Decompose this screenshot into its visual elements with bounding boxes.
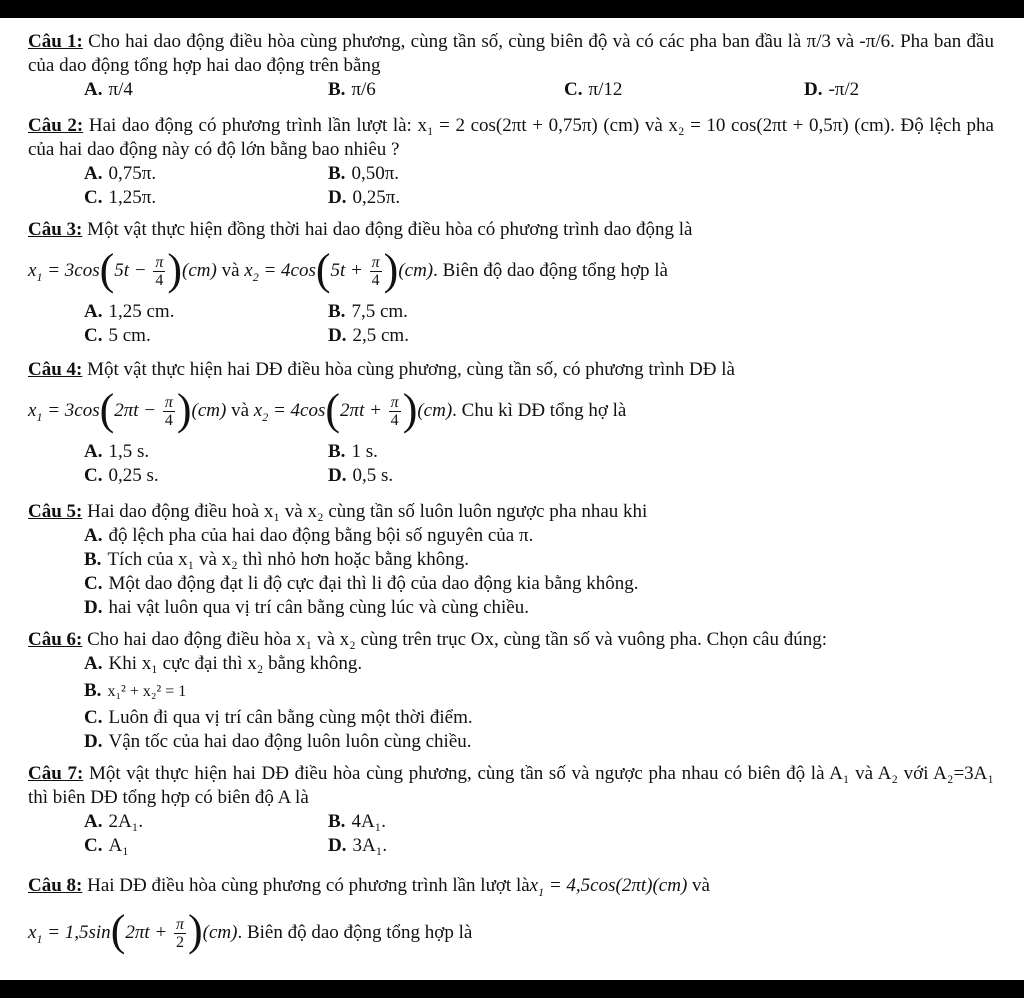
top-border [0,0,1024,18]
option-c: C. 0,25 s. [84,465,159,486]
question-stem: Hai dao động có phương trình lần lượt là: x₁ = 2 cos(2πt + 0,75π) (cm) và x₂ = 10 cos(2πt + 0,5π) (cm). Độ lệch pha của hai dao động này có độ lớn bằng bao nhiêu ? [28,115,994,160]
question-stem: Một vật thực hiện hai DĐ điều hòa cùng phương, cùng tần số, có phương trình DĐ là [87,359,735,380]
question-stem: Cho hai dao động điều hòa cùng phương, cùng tần số, cùng biên độ và có các pha ban đầu là π/3 và -π/6. Pha ban đầu của dao động tổng hợp hai dao động trên bằng [28,31,994,76]
equation-x1-inline: $x_1 = 4,5\cos(2\pi t)(cm)$ [529,875,688,899]
option-a: A. 1,5 s. [84,441,150,462]
equation-x1: $x_1 = 3\cos(2\pi t$ − $\frac{\pi}{4}$ )(cm) [28,384,227,434]
options-row [28,440,994,464]
options-row [28,810,994,834]
options-row [28,834,994,858]
option-a: A. 1,25 cm. [84,301,175,322]
option-c: C. 5 cm. [84,325,151,346]
option-d: D. 3A₁. [328,835,388,856]
question-stem: Một vật thực hiện đồng thời hai dao động điều hòa có phương trình dao động là [87,219,693,240]
options-row [28,78,994,102]
question-number: Câu 4: [28,359,83,380]
option-d: D. 2,5 cm. [328,325,409,346]
options-list [28,524,994,620]
question-number: Câu 5: [28,501,83,522]
option-c: C. π/12 [564,79,623,100]
option-b: B. 4A₁. [328,811,387,832]
option-a: A. độ lệch pha của hai dao động bằng bội số nguyên của π. [84,525,534,546]
question-number: Câu 7: [28,763,84,784]
question-8: Câu 8: Hai DĐ điều hòa cùng phương có phương trình lần lượt làx$_1$ = 4,5cos(2πt)(cm) và $x_1 = 1,5\sin(2\pi t$ + $\frac{\pi}{2}$ )(cm). Biên độ dao động tổng hợp là [28,874,994,962]
bottom-border [0,980,1024,998]
equation-x1: $x_1 = 1,5\sin(2\pi t$ + $\frac{\pi}{2}$ )(cm) [28,906,238,956]
equation-x1: $x_1 = 3\cos(5t$ − $\frac{\pi}{4}$ )(cm) [28,244,217,294]
equation-line: $x_1 = 3\cos(2\pi t$ − $\frac{\pi}{4}$ )(cm) và $x_2 = 4\cos(2\pi t$ + $\frac{\pi}{4}$ )(cm). Chu kì DĐ tổng hợ là [28,384,627,434]
question-number: Câu 3: [28,219,83,240]
equation-line: $x_1 = 3\cos(5t$ − $\frac{\pi}{4}$ )(cm) và $x_2 = 4\cos(5t$ + $\frac{\pi}{4}$ )(cm). Biên độ dao động tổng hợp là [28,244,668,294]
option-b: B. 0,50π. [328,163,400,184]
option-d: D. 0,5 s. [328,465,394,486]
question-stem: Hai dao động điều hoà x₁ và x₂ cùng tần số luôn luôn ngược pha nhau khi [87,501,648,522]
option-c: C. Một dao động đạt li độ cực đại thì li độ của dao động kia bằng không. [84,573,639,594]
equation-line: $x_1 = 1,5\sin(2\pi t$ + $\frac{\pi}{2}$ )(cm). Biên độ dao động tổng hợp là [28,906,473,956]
question-7 [28,762,994,858]
option-a: A. π/4 [84,79,133,100]
question-stem: Một vật thực hiện hai DĐ điều hòa cùng phương, cùng tần số và ngược pha nhau có biên độ là A₁ và A₂ với A₂=3A₁ thì biên DĐ tổng hợp có biên độ A là [28,763,995,808]
question-stem: Hai DĐ điều hòa cùng phương có phương trình lần lượt [87,875,512,896]
question-5 [28,500,994,620]
option-d: D. Vận tốc của hai dao động luôn luôn cùng chiều. [84,731,472,752]
option-a: A. 2A₁. [84,811,144,832]
question-number: Câu 6: [28,629,83,650]
question-3 [28,218,994,348]
options-row [28,186,994,210]
options-row [28,162,994,186]
option-d: D. -π/2 [804,79,860,100]
question-number: Câu 1: [28,31,83,52]
question-2 [28,114,994,210]
options-row [28,324,994,348]
question-stem: Cho hai dao động điều hòa x₁ và x₂ cùng trên trục Ox, cùng tần số và vuông pha. Chọn câu đúng: [87,629,827,650]
equation-x2: $x_2 = 4\cos(5t$ + $\frac{\pi}{4}$ )(cm) [244,244,434,294]
options-list [28,652,994,754]
question-number: Câu 8: [28,875,83,896]
option-b: B. 7,5 cm. [328,301,408,322]
option-c: C. Luôn đi qua vị trí cân bằng cùng một thời điểm. [84,707,473,728]
options-row [28,464,994,488]
equation-x2: $x_2 = 4\cos(2\pi t$ + $\frac{\pi}{4}$ )(cm) [253,384,453,434]
question-4 [28,358,994,488]
question-1 [28,30,994,102]
option-d: D. hai vật luôn qua vị trí cân bằng cùng lúc và cùng chiều. [84,597,529,618]
option-b: B. x₁² + x₂² = 1 [84,680,187,701]
option-b: B. π/6 [328,79,376,100]
option-c: C. 1,25π. [84,187,157,208]
option-b: B. 1 s. [328,441,378,462]
options-row [28,300,994,324]
option-d: D. 0,25π. [328,187,401,208]
option-a: A. Khi x₁ cực đại thì x₂ bằng không. [84,653,363,674]
question-6 [28,628,994,754]
option-c: C. A₁ [84,835,129,856]
question-number: Câu 2: [28,115,84,136]
option-a: A. 0,75π. [84,163,157,184]
worksheet [0,18,1024,980]
option-b: B. Tích của x₁ và x₂ thì nhỏ hơn hoặc bằng không. [84,549,469,570]
